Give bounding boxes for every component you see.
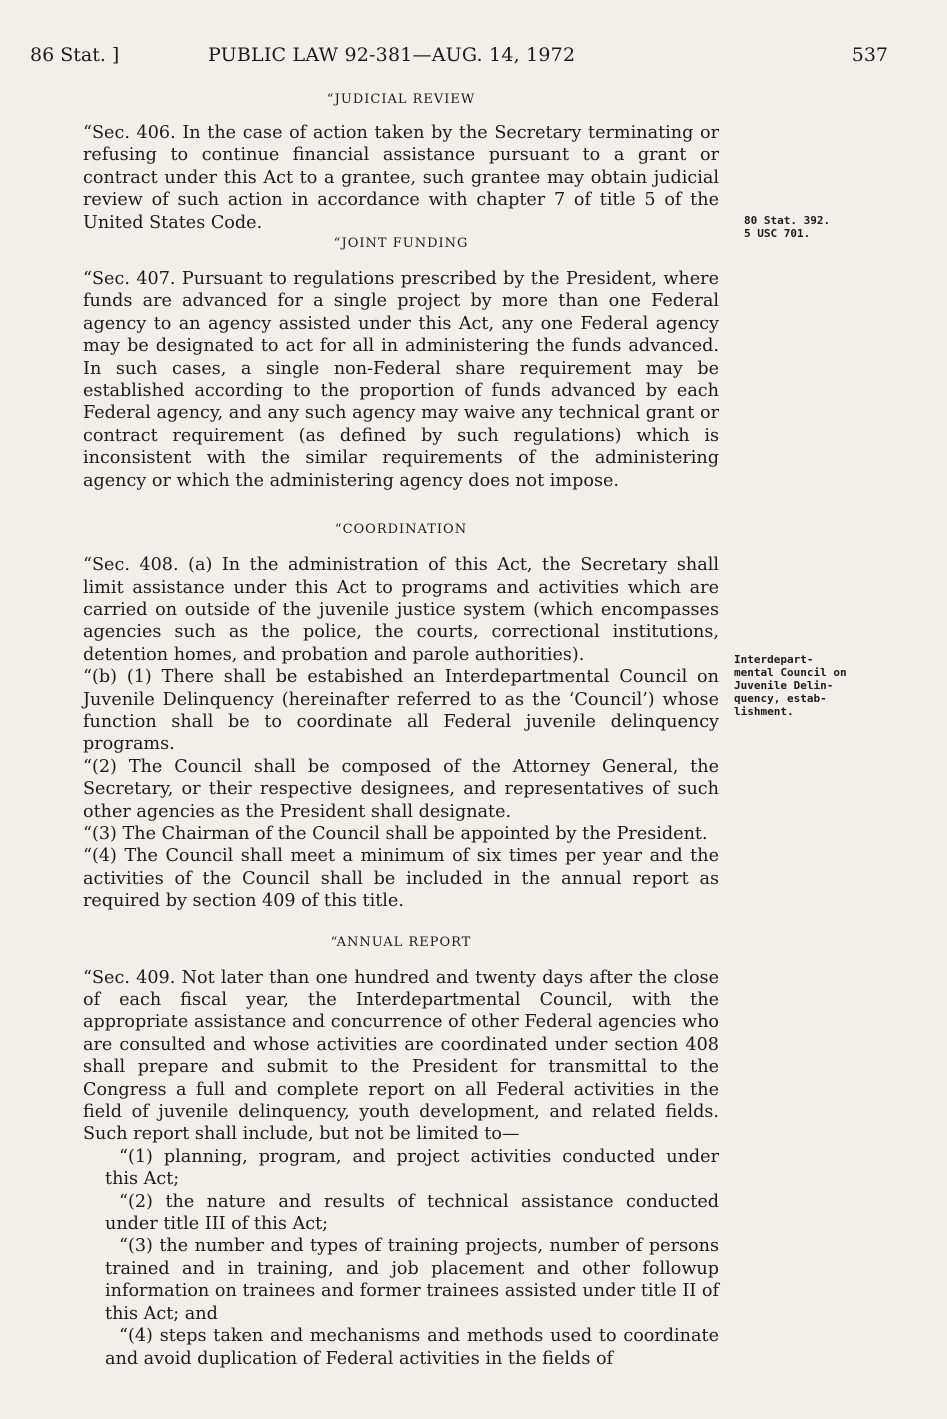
report-item-4: “(4) steps taken and mechanisms and methods used to coordinate and avoid duplication of Federal activities in the fields of bbox=[105, 1326, 719, 1369]
section-408-b4: “(4) The Council shall meet a minimum of six times per year and the activities of the Council shall be included in the annual report as required by section 409 of this title. bbox=[83, 846, 719, 912]
margin-note-citation bbox=[744, 214, 830, 240]
section-406: “Sec. 406. In the case of action taken by the Secretary terminating or refusing to continue financial assistance pursuant to a grant or contract under this Act to a grantee, such grantee may obtain judicial review of such action in accordance with chapter 7 of title 5 of the United States Code. bbox=[83, 123, 719, 233]
running-header bbox=[30, 44, 888, 74]
law-title: PUBLIC LAW 92-381—AUG. 14, 1972 bbox=[208, 44, 576, 66]
citation-line: 5 USC 701. bbox=[744, 227, 811, 240]
margin-note-council bbox=[734, 653, 847, 718]
volume-reference: 86 Stat. ] bbox=[30, 44, 120, 66]
heading-coordination: “COORDINATION bbox=[334, 522, 468, 538]
margin-note-line: lishment. bbox=[734, 705, 794, 718]
margin-note-line: Juvenile Delin- bbox=[734, 679, 834, 692]
section-408-b1: “(b) (1) There shall be estabished an Interdepartmental Council on Juvenile Delinquency (hereinafter referred to as the ‘Council’) whose function shall be to coordinate all Federal juvenile delinquency programs. bbox=[83, 667, 719, 755]
section-407: “Sec. 407. Pursuant to regulations prescribed by the President, where funds are advanced for a single project by more than one Federal agency to an agency assisted under this Act, any one Federal agency may be designated to act for all in administering the funds advanced. In such cases, a single non-Federal share requirement may be established according to the proportion of funds advanced by each Federal agency, and any such agency may waive any technical grant or contract requirement (as defined by such regulations) which is inconsistent with the similar requirements of the administering agency or which the administering agency does not impose. bbox=[83, 269, 719, 491]
report-item-1: “(1) planning, program, and project activities conducted under this Act; bbox=[105, 1146, 719, 1190]
margin-note-line: mental Council on bbox=[734, 666, 847, 679]
citation-line: 80 Stat. 392. bbox=[744, 214, 831, 227]
report-item-2: “(2) the nature and results of technical assistance conducted under title III of this Act; bbox=[105, 1191, 719, 1235]
section-408-a: “Sec. 408. (a) In the administration of this Act, the Secretary shall limit assistance under this Act to programs and activities which are carried on outside of the juvenile justice system (which encompasses agencies such as the police, the courts, correctional institutions, detention homes, and probation and parole authorities). bbox=[83, 555, 719, 665]
margin-note-line: quency, estab- bbox=[734, 692, 827, 705]
heading-judicial-review: “JUDICIAL REVIEW bbox=[326, 92, 476, 107]
page-number: 537 bbox=[851, 44, 888, 66]
report-item-3: “(3) the number and types of training projects, number of persons trained and in training, and job placement and other followup information on trainees and former trainees assisted under title II of this Act; and bbox=[105, 1236, 719, 1324]
main-text-column bbox=[83, 92, 719, 1370]
heading-annual-report: “ANNUAL REPORT bbox=[330, 934, 472, 950]
section-409: “Sec. 409. Not later than one hundred and twenty days after the close of each fiscal year, the Interdepartmental Council, with the appropriate assistance and concurrence of other Federal agencies who are consulted and whose activities are coordinated under section 408 shall prepare and submit to the President for transmittal to the Congress a full and complete report on all Federal activities in the field of juvenile delinquency, youth development, and related fields. Such report shall include, but not be limited to— bbox=[83, 967, 719, 1145]
margin-note-line: Interdepart- bbox=[734, 653, 814, 666]
heading-joint-funding: “JOINT FUNDING bbox=[333, 236, 469, 252]
section-408-b3: “(3) The Chairman of the Council shall be appointed by the President. bbox=[83, 823, 708, 844]
section-408-b2: “(2) The Council shall be composed of the Attorney General, the Secretary, or their respective designees, and representatives of such other agencies as the President shall designate. bbox=[83, 756, 719, 822]
